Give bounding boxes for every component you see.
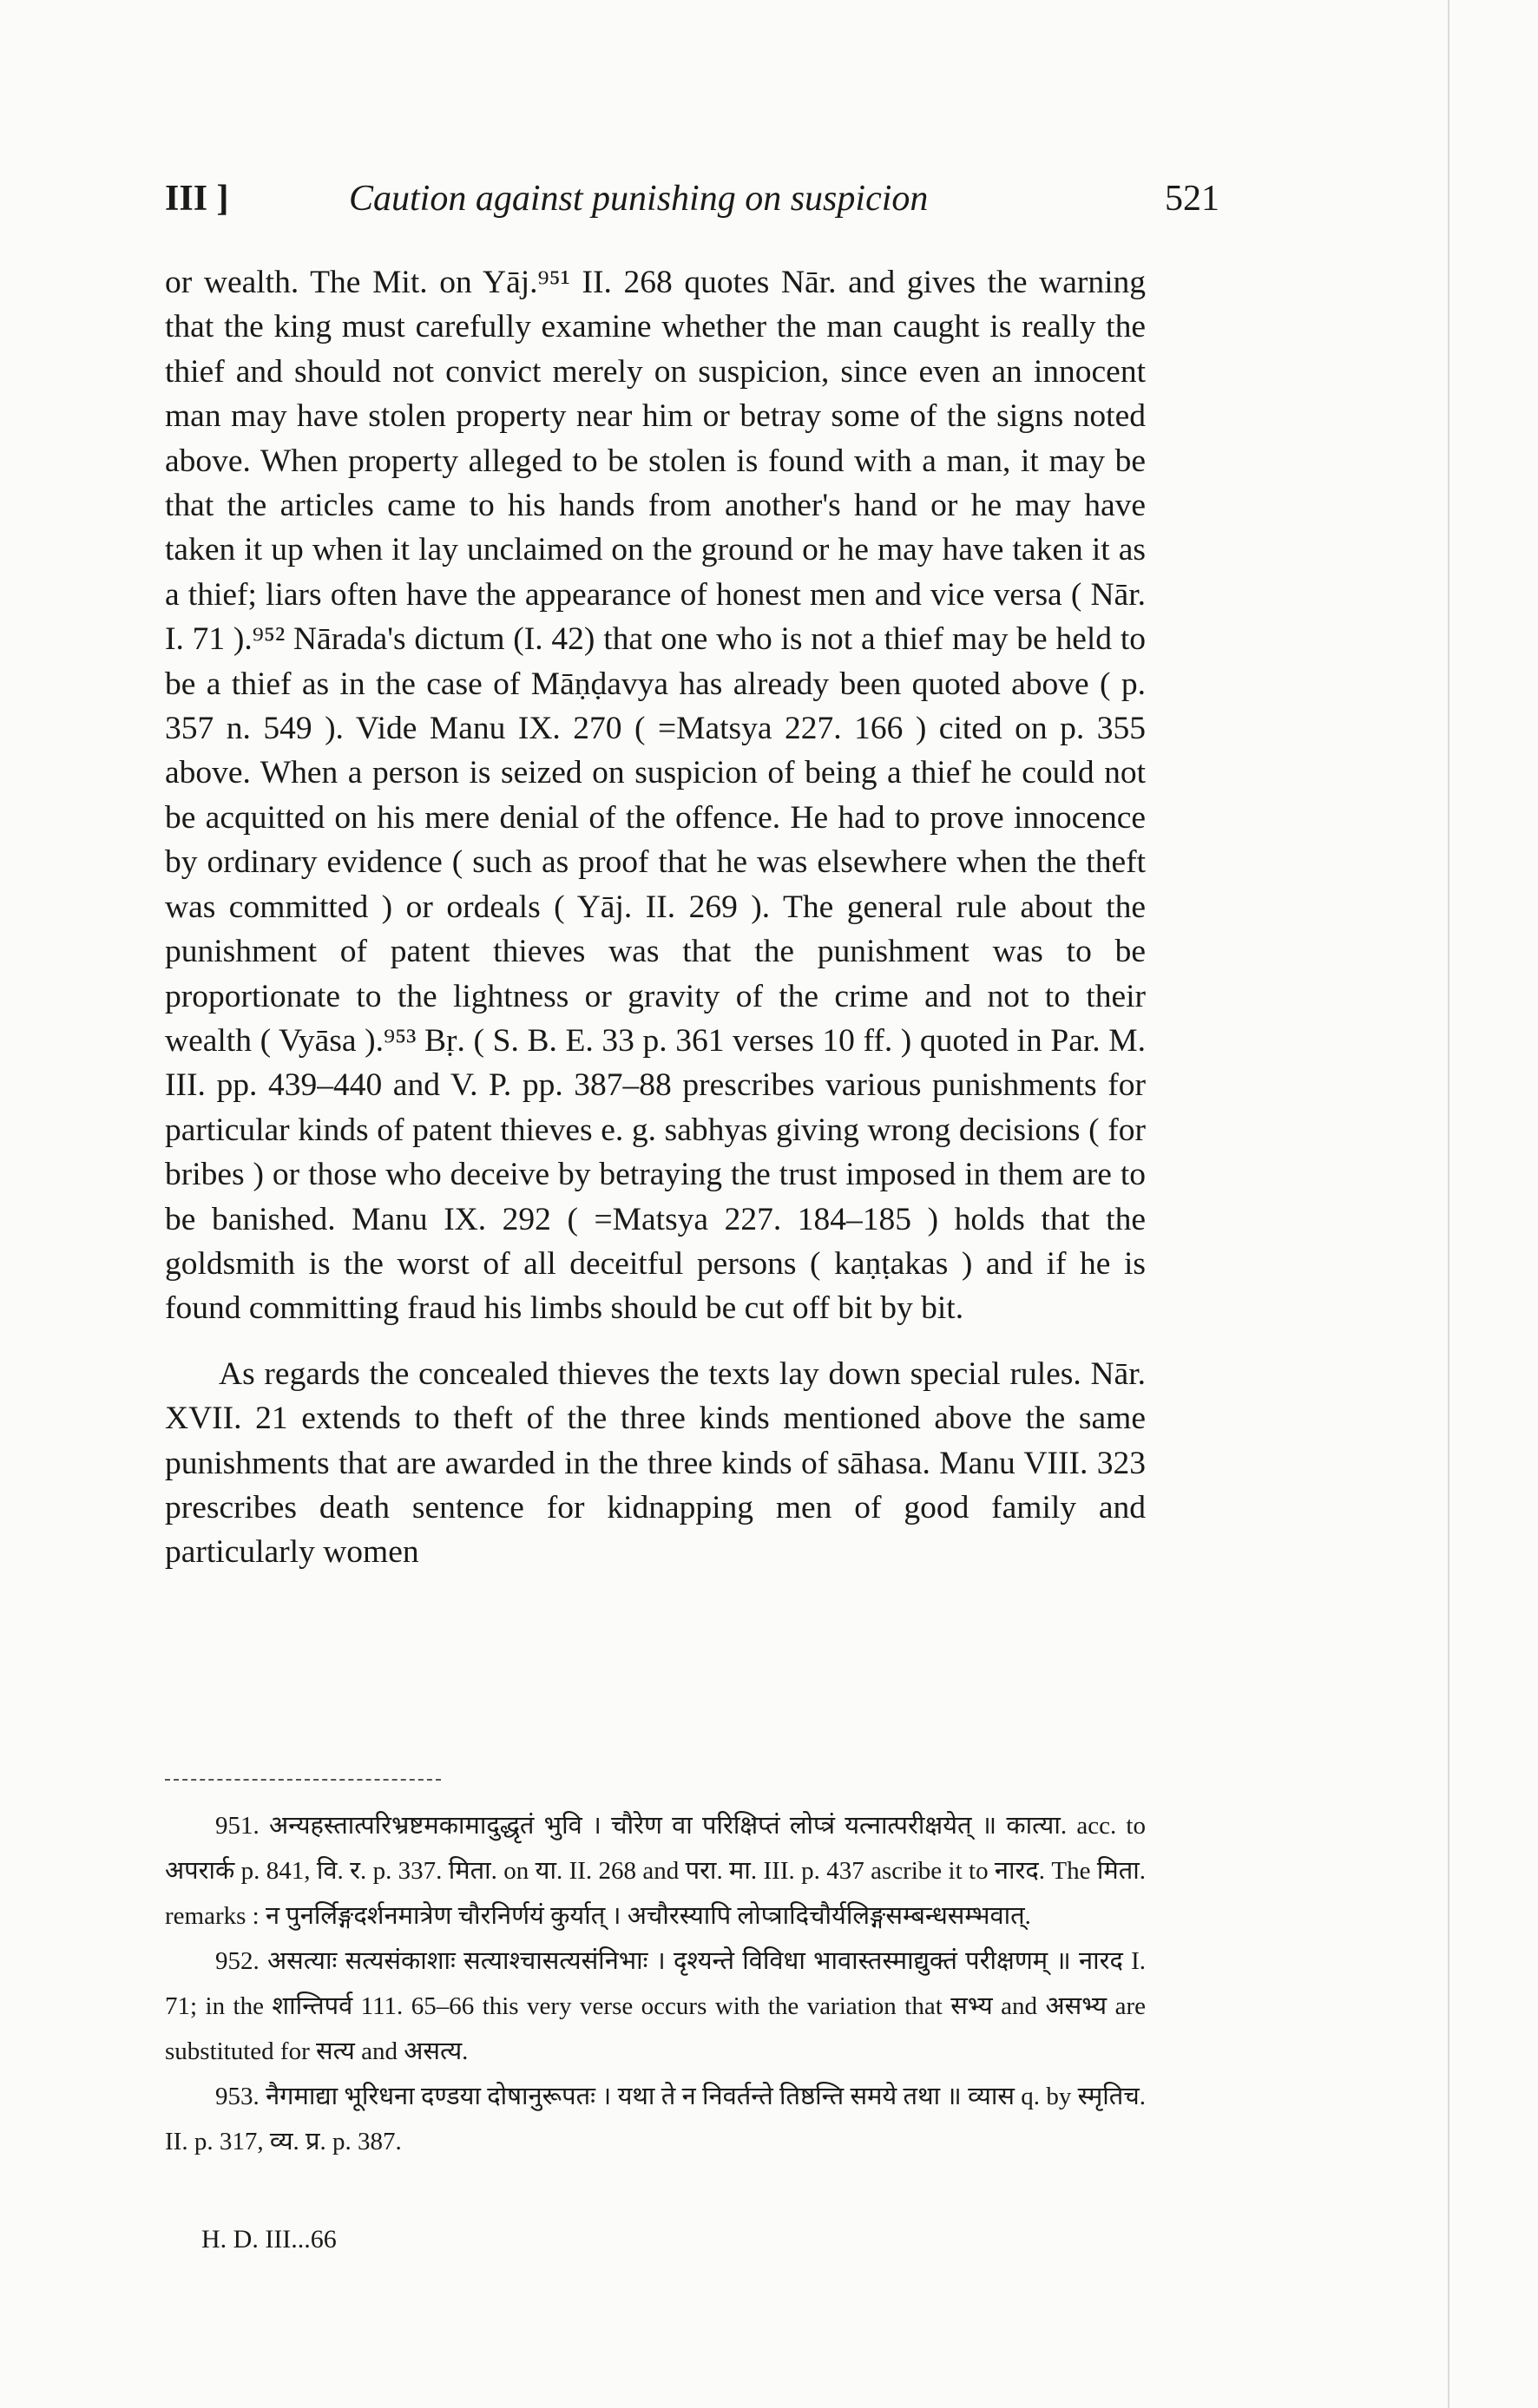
footnotes (165, 1803, 1146, 2164)
main-text (165, 260, 1146, 1575)
paragraph-1: or wealth. The Mit. on Yāj.⁹⁵¹ II. 268 quotes Nār. and gives the warning that the king must carefully examine whether the man caught is really the thief and should not convict merely on suspicion, since even an innocent man may have stolen property near him or betray some of the signs noted above. When property alleged to be stolen is found with a man, it may be that the articles came to his hands from another's hand or he may have taken it up when it lay unclaimed on the ground or he may have taken it as a thief; liars often have the appearance of honest men and vice versa ( Nār. I. 71 ).⁹⁵² Nārada's dictum (I. 42) that one who is not a thief may be held to be a thief as in the case of Māṇḍavya has already been quoted above ( p. 357 n. 549 ). Vide Manu IX. 270 ( =Matsya 227. 166 ) cited on p. 355 above. When a person is seized on suspicion of being a thief he could not be acquitted on his mere denial of the offence. He had to prove innocence by ordinary evidence ( such as proof that he was elsewhere when the theft was committed ) or ordeals ( Yāj. II. 269 ). The general rule about the punishment of patent thieves was that the punishment was to be proportionate to the lightness or gravity of the crime and not to their wealth ( Vyāsa ).⁹⁵³ Bṛ. ( S. B. E. 33 p. 361 verses 10 ff. ) quoted in Par. M. III. pp. 439–440 and V. P. pp. 387–88 prescribes various punishments for particular kinds of patent thieves e. g. sabhyas giving wrong decisions ( for bribes ) or those who deceive by betraying the trust imposed in them are to be banished. Manu IX. 292 ( =Matsya 227. 184–185 ) holds that the goldsmith is the worst of all deceitful persons ( kaṇṭakas ) and if he is found committing fraud his limbs should be cut off bit by bit. (165, 265, 1146, 1327)
footnote-952: 952. असत्याः सत्यसंकाशाः सत्याश्चासत्यसंनिभाः । दृश्यन्ते विविधा भावास्तस्माद्युक्तं परीक्षणम् ॥ नारद I. 71; in the शान्तिपर्व 111. 65–66 this very verse occurs with the variation that सभ्य and असभ्य are substituted for सत्य and असत्य. (165, 1947, 1146, 2065)
chapter-marker: III ] (165, 179, 229, 219)
footnote-separator (165, 1779, 441, 1781)
footnote-953: 953. नैगमाद्या भूरिधना दण्डया दोषानुरूपतः । यथा ते न निवर्तन्ते तिष्ठन्ति समये तथा ॥ व्यास q. by स्मृतिच. II. p. 317, व्य. प्र. p. 387. (165, 2083, 1146, 2155)
paragraph-2: As regards the concealed thieves the texts lay down special rules. Nār. XVII. 21 extends to theft of the three kinds mentioned above the same punishments that are awarded in the three kinds of sāhasa. Manu VIII. 323 prescribes death sentence for kidnapping men of good family and particularly women (165, 1355, 1146, 1571)
signature-mark: H. D. III...66 (201, 2225, 337, 2254)
running-title: Caution against punishing on suspicion (349, 179, 929, 219)
scan-edge-line (1448, 0, 1449, 2408)
footnote-951: 951. अन्यहस्तात्परिभ्रष्टमकामादुद्धृतं भुवि । चौरेण वा परिक्षिप्तं लोप्त्रं यत्नात्परीक्षयेत् ॥ कात्या. acc. to अपरार्क p. 841, वि. र. p. 337. मिता. on या. II. 268 and परा. मा. III. p. 437 ascribe it to नारद. The मिता. remarks : न पुनर्लिङ्गदर्शनमात्रेण चौरनिर्णयं कुर्यात् । अचौरस्यापि लोप्त्रादिचौर्यलिङ्गसम्बन्धसम्भवात्. (165, 1812, 1146, 1930)
page-number: 521 (1165, 179, 1219, 219)
running-header (165, 178, 1293, 230)
